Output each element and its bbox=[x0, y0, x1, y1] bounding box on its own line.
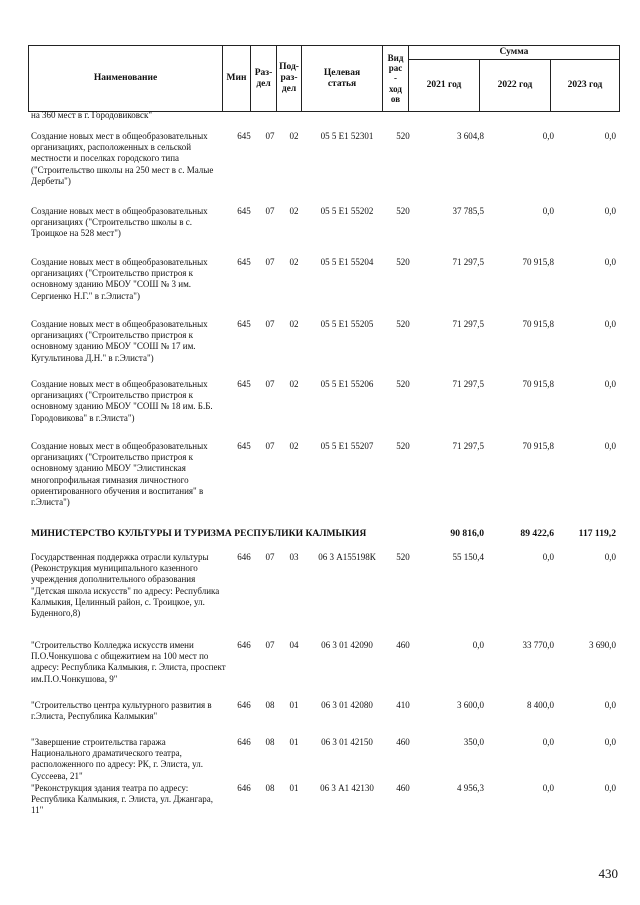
cell-razdel: 07 bbox=[265, 206, 275, 216]
cell-y2022: 8 400,0 bbox=[527, 700, 554, 710]
cell-min: 646 bbox=[237, 640, 251, 650]
cell-y2021: 3 600,0 bbox=[457, 700, 484, 710]
cell-vid: 520 bbox=[396, 441, 410, 451]
cell-razdel: 08 bbox=[265, 737, 275, 747]
cell-razdel: 07 bbox=[265, 379, 275, 389]
col-header-vid: Вид рас - ход ов bbox=[383, 46, 409, 112]
cell-vid: 520 bbox=[396, 379, 410, 389]
cell-target: 06 3 01 42150 bbox=[321, 737, 373, 747]
cell-min: 645 bbox=[237, 206, 251, 216]
cell-min: 645 bbox=[237, 319, 251, 329]
page-number: 430 bbox=[598, 866, 618, 881]
continuation-text: на 360 мест в г. Городовиковск" bbox=[31, 110, 153, 120]
cell-y2021: 71 297,5 bbox=[452, 441, 484, 451]
cell-y2023: 0,0 bbox=[604, 206, 616, 216]
cell-razdel: 07 bbox=[265, 131, 275, 141]
row-name: Государственная поддержка отрасли культуры (Реконструкция муниципального казенного учреждения дополнительного образования "Детская школа искусств" по адресу: Республика Калмыкия, Целинный район, с. Троицкое, ул. Буденного,8) bbox=[31, 552, 220, 619]
cell-y2023: 0,0 bbox=[604, 379, 616, 389]
cell-y2021: 90 816,0 bbox=[450, 528, 484, 539]
row-name: "Завершение строительства гаража Национального драматического театра, расположенного по адресу: РК, г. Элиста, ул. Суссеева, 21" bbox=[31, 737, 203, 781]
cell-target: 06 3 А1 42130 bbox=[320, 783, 374, 793]
cell-razdel: 08 bbox=[265, 783, 275, 793]
cell-podrazdel: 02 bbox=[289, 441, 299, 451]
row-name: "Строительство центра культурного развития в г.Элиста, Республика Калмыкия" bbox=[31, 700, 212, 722]
cell-vid: 520 bbox=[396, 552, 410, 562]
cell-y2021: 71 297,5 bbox=[452, 319, 484, 329]
cell-min: 646 bbox=[237, 700, 251, 710]
cell-y2022: 0,0 bbox=[542, 552, 554, 562]
cell-podrazdel: 04 bbox=[289, 640, 299, 650]
cell-y2023: 0,0 bbox=[604, 319, 616, 329]
row-name: Создание новых мест в общеобразовательных организациях, расположенных в сельской местности и поселках городского типа ("Строительство школы на 250 мест в с. Малые Дербеты") bbox=[31, 131, 214, 186]
cell-razdel: 07 bbox=[265, 552, 275, 562]
cell-target: 05 5 Е1 55202 bbox=[320, 206, 374, 216]
cell-razdel: 08 bbox=[265, 700, 275, 710]
cell-vid: 460 bbox=[396, 737, 410, 747]
cell-y2023: 0,0 bbox=[604, 441, 616, 451]
cell-vid: 520 bbox=[396, 319, 410, 329]
row-name: Создание новых мест в общеобразовательных организациях ("Строительство школы в с. Троицкое на 528 мест") bbox=[31, 206, 208, 239]
cell-y2023: 0,0 bbox=[604, 257, 616, 267]
cell-min: 645 bbox=[237, 441, 251, 451]
row-name: "Строительство Колледжа искусств имени П.О.Чонкушова с общежитием на 100 мест по адресу: Республика Калмыкия, г. Элиста, проспект им.П.О.Чонкушова, 9" bbox=[31, 640, 226, 684]
cell-razdel: 07 bbox=[265, 441, 275, 451]
cell-vid: 520 bbox=[396, 257, 410, 267]
cell-podrazdel: 01 bbox=[289, 700, 299, 710]
cell-y2021: 37 785,5 bbox=[452, 206, 484, 216]
cell-podrazdel: 02 bbox=[289, 206, 299, 216]
col-header-podrazdel: Под- раз- дел bbox=[277, 46, 302, 112]
cell-podrazdel: 01 bbox=[289, 783, 299, 793]
cell-y2021: 0,0 bbox=[472, 640, 484, 650]
cell-min: 646 bbox=[237, 552, 251, 562]
cell-target: 06 3 01 42080 bbox=[321, 700, 373, 710]
row-name: Создание новых мест в общеобразовательных организациях ("Строительство пристроя к основному зданию МБОУ "Элистинская многопрофильная гимназия личностного ориентированного обучения и воспитания" в г.Элиста") bbox=[31, 441, 208, 508]
cell-min: 646 bbox=[237, 737, 251, 747]
cell-podrazdel: 02 bbox=[289, 257, 299, 267]
table-header bbox=[28, 45, 620, 112]
cell-min: 645 bbox=[237, 379, 251, 389]
cell-vid: 520 bbox=[396, 131, 410, 141]
cell-vid: 460 bbox=[396, 640, 410, 650]
cell-y2023: 0,0 bbox=[604, 783, 616, 793]
cell-y2021: 350,0 bbox=[463, 737, 484, 747]
cell-target: 06 3 01 42090 bbox=[321, 640, 373, 650]
cell-min: 646 bbox=[237, 783, 251, 793]
cell-target: 06 3 А155198К bbox=[318, 552, 376, 562]
cell-vid: 520 bbox=[396, 206, 410, 216]
row-name: Создание новых мест в общеобразовательных организациях ("Строительство пристроя к основному зданию МБОУ "СОШ № 3 им. Сергиенко Н.Г." в г.Элиста") bbox=[31, 257, 208, 301]
cell-podrazdel: 02 bbox=[289, 319, 299, 329]
col-header-summa: Сумма bbox=[409, 46, 620, 60]
cell-y2022: 89 422,6 bbox=[520, 528, 554, 539]
cell-y2023: 3 690,0 bbox=[589, 640, 616, 650]
cell-y2021: 71 297,5 bbox=[452, 257, 484, 267]
cell-y2021: 55 150,4 bbox=[452, 552, 484, 562]
col-header-target: Целевая статья bbox=[302, 46, 383, 112]
col-header-razdel: Раз- дел bbox=[251, 46, 277, 112]
cell-y2022: 0,0 bbox=[542, 783, 554, 793]
cell-y2022: 0,0 bbox=[542, 737, 554, 747]
cell-y2021: 3 604,8 bbox=[457, 131, 484, 141]
col-header-2021: 2021 год bbox=[409, 60, 480, 112]
col-header-2023: 2023 год bbox=[551, 60, 620, 112]
cell-razdel: 07 bbox=[265, 257, 275, 267]
row-name: "Реконструкция здания театра по адресу: Республика Калмыкия, г. Элиста, ул. Джангара, 11" bbox=[31, 783, 213, 816]
cell-min: 645 bbox=[237, 257, 251, 267]
cell-y2022: 0,0 bbox=[542, 131, 554, 141]
col-header-min: Мин bbox=[223, 46, 251, 112]
cell-podrazdel: 01 bbox=[289, 737, 299, 747]
cell-y2023: 0,0 bbox=[604, 552, 616, 562]
cell-target: 05 5 Е1 55206 bbox=[320, 379, 374, 389]
row-name: МИНИСТЕРСТВО КУЛЬТУРЫ И ТУРИЗМА РЕСПУБЛИКИ КАЛМЫКИЯ bbox=[31, 528, 367, 539]
cell-y2022: 70 915,8 bbox=[522, 257, 554, 267]
cell-podrazdel: 02 bbox=[289, 379, 299, 389]
cell-target: 05 5 Е1 52301 bbox=[320, 131, 374, 141]
cell-y2022: 70 915,8 bbox=[522, 319, 554, 329]
cell-target: 05 5 Е1 55204 bbox=[320, 257, 374, 267]
cell-y2022: 33 770,0 bbox=[522, 640, 554, 650]
cell-min: 645 bbox=[237, 131, 251, 141]
col-header-name: Наименование bbox=[29, 46, 223, 112]
cell-podrazdel: 02 bbox=[289, 131, 299, 141]
row-name: Создание новых мест в общеобразовательных организациях ("Строительство пристроя к основному зданию МБОУ "СОШ № 18 им. Б.Б. Городовикова" в г.Элиста") bbox=[31, 379, 213, 423]
cell-y2022: 70 915,8 bbox=[522, 441, 554, 451]
cell-y2021: 4 956,3 bbox=[457, 783, 484, 793]
cell-y2021: 71 297,5 bbox=[452, 379, 484, 389]
col-header-2022: 2022 год bbox=[480, 60, 551, 112]
cell-y2023: 0,0 bbox=[604, 700, 616, 710]
cell-y2023: 117 119,2 bbox=[578, 528, 616, 539]
cell-podrazdel: 03 bbox=[289, 552, 299, 562]
cell-y2023: 0,0 bbox=[604, 131, 616, 141]
cell-y2022: 70 915,8 bbox=[522, 379, 554, 389]
cell-y2022: 0,0 bbox=[542, 206, 554, 216]
cell-razdel: 07 bbox=[265, 640, 275, 650]
cell-y2023: 0,0 bbox=[604, 737, 616, 747]
row-name: Создание новых мест в общеобразовательных организациях ("Строительство пристроя к основному зданию МБОУ "СОШ № 17 им. Кугультинова Д.Н." в г.Элиста") bbox=[31, 319, 208, 363]
cell-target: 05 5 Е1 55207 bbox=[320, 441, 374, 451]
cell-razdel: 07 bbox=[265, 319, 275, 329]
cell-target: 05 5 Е1 55205 bbox=[320, 319, 374, 329]
cell-vid: 460 bbox=[396, 783, 410, 793]
cell-vid: 410 bbox=[396, 700, 410, 710]
